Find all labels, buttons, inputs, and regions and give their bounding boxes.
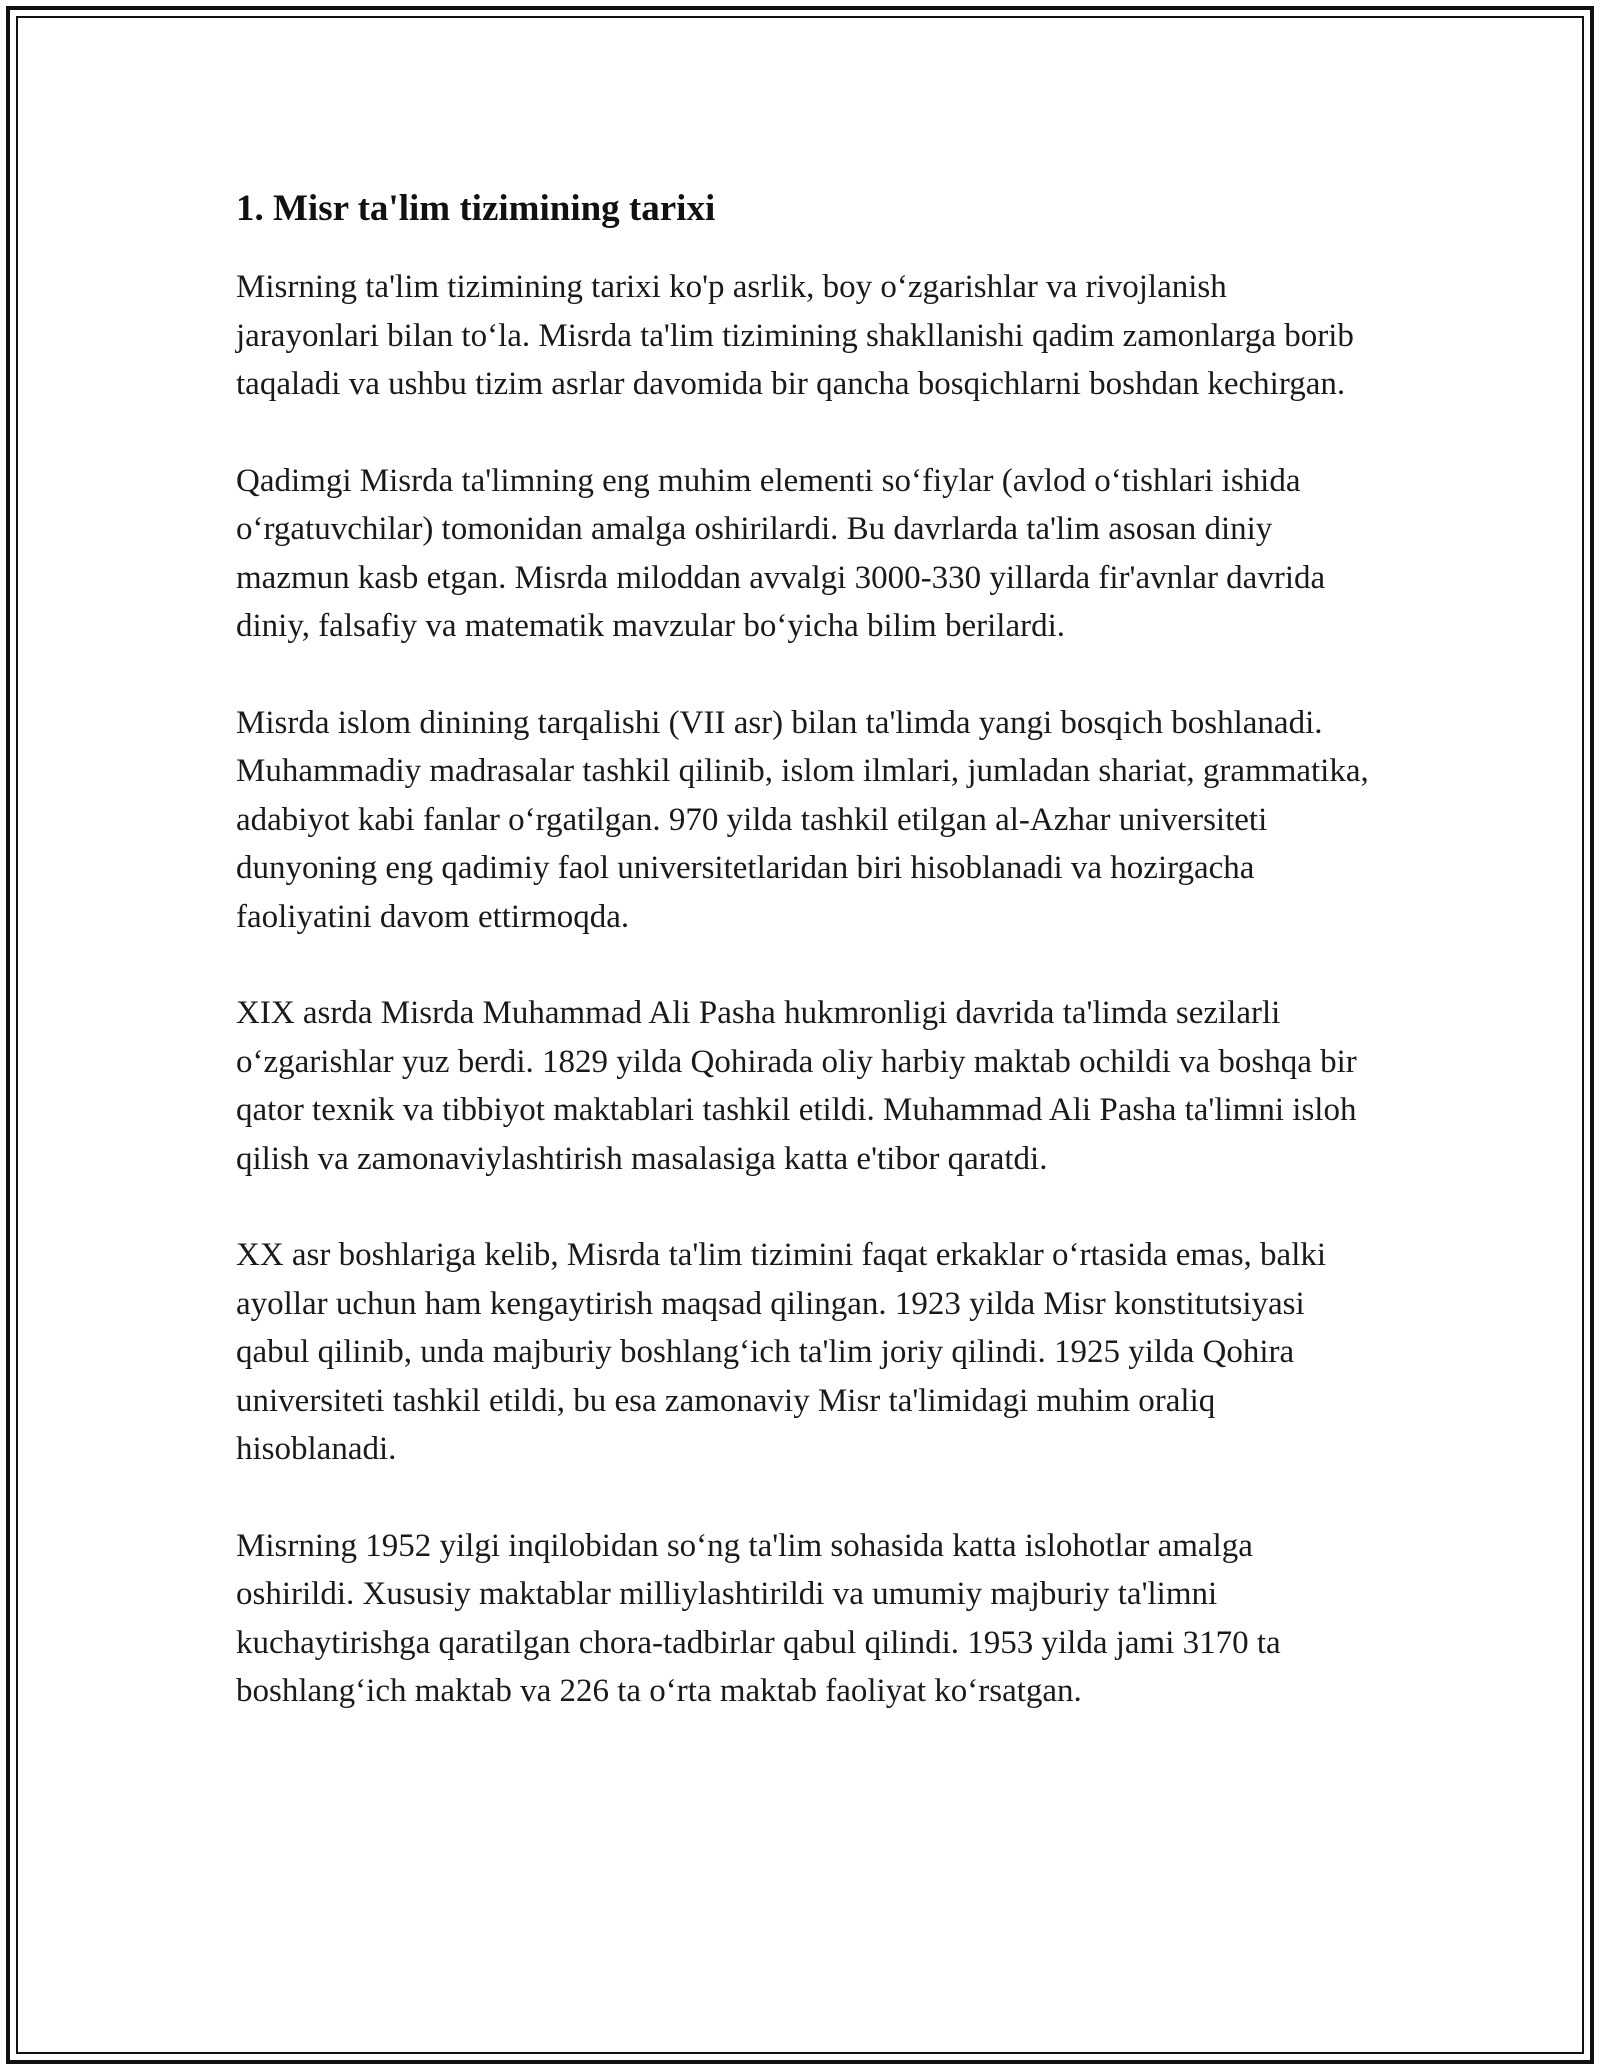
paragraph-19th-century: XIX asrda Misrda Muhammad Ali Pasha hukmronligi davrida ta'limda sezilarli o‘zgarishlar yuz berdi. 1829 yilda Qohirada oliy harbiy maktab ochildi va boshqa bir qator texnik va tibbiyot maktablari tashkil etildi. Muhammad Ali Pasha ta'limni isloh qilish va zamonaviylashtirish masalasiga katta e'tibor qaratdi.	[236, 995, 1357, 1177]
paragraph-20th-century: XX asr boshlariga kelib, Misrda ta'lim tizimini faqat erkaklar o‘rtasida emas, balki ayollar uchun ham kengaytirish maqsad qilingan. 1923 yilda Misr konstitutsiyasi qabul qilinib, unda majburiy boshlang‘ich ta'lim joriy qilindi. 1925 yilda Qohira universiteti tashkil etildi, bu esa zamonaviy Misr ta'limidagi muhim oraliq hisoblanadi.	[236, 1237, 1327, 1467]
paragraph-intro: Misrning ta'lim tizimining tarixi ko'p asrlik, boy o‘zgarishlar va rivojlanish jarayonlari bilan to‘la. Misrda ta'lim tizimining shakllanishi qadim zamonlarga borib taqaladi va ushbu tizim asrlar davomida bir qancha bosqichlarni boshdan kechirgan.	[236, 269, 1354, 402]
section-heading: 1. Misr ta'lim tizimining tarixi	[236, 188, 716, 229]
paragraph-islamic-period: Misrda islom dinining tarqalishi (VII asr) bilan ta'limda yangi bosqich boshlanadi. Muhammadiy madrasalar tashkil qilinib, islom ilmlari, jumladan shariat, grammatika, adabiyot kabi fanlar o‘rgatilgan. 970 yilda tashkil etilgan al-Azhar universiteti dunyoning eng qadimiy faol universitetlaridan biri hisoblanadi va hozirgacha faoliyatini davom ettirmoqda.	[236, 704, 1369, 935]
document-body	[236, 185, 1376, 1764]
paragraph-ancient-egypt: Qadimgi Misrda ta'limning eng muhim elementi so‘fiylar (avlod o‘tishlari ishida o‘rgatuvchilar) tomonidan amalga oshirilardi. Bu davrlarda ta'lim asosan diniy mazmun kasb etgan. Misrda miloddan avvalgi 3000-330 yillarda fir'avnlar davrida diniy, falsafiy va matematik mavzular bo‘yicha bilim berilardi.	[236, 462, 1326, 644]
paragraph-1952-revolution: Misrning 1952 yilgi inqilobidan so‘ng ta'lim sohasida katta islohotlar amalga oshirildi. Xususiy maktablar milliylashtirildi va umumiy majburiy ta'limni kuchaytirishga qaratilgan chora-tadbirlar qabul qilindi. 1953 yilda jami 3170 ta boshlang‘ich maktab va 226 ta o‘rta maktab faoliyat ko‘rsatgan.	[236, 1527, 1281, 1709]
